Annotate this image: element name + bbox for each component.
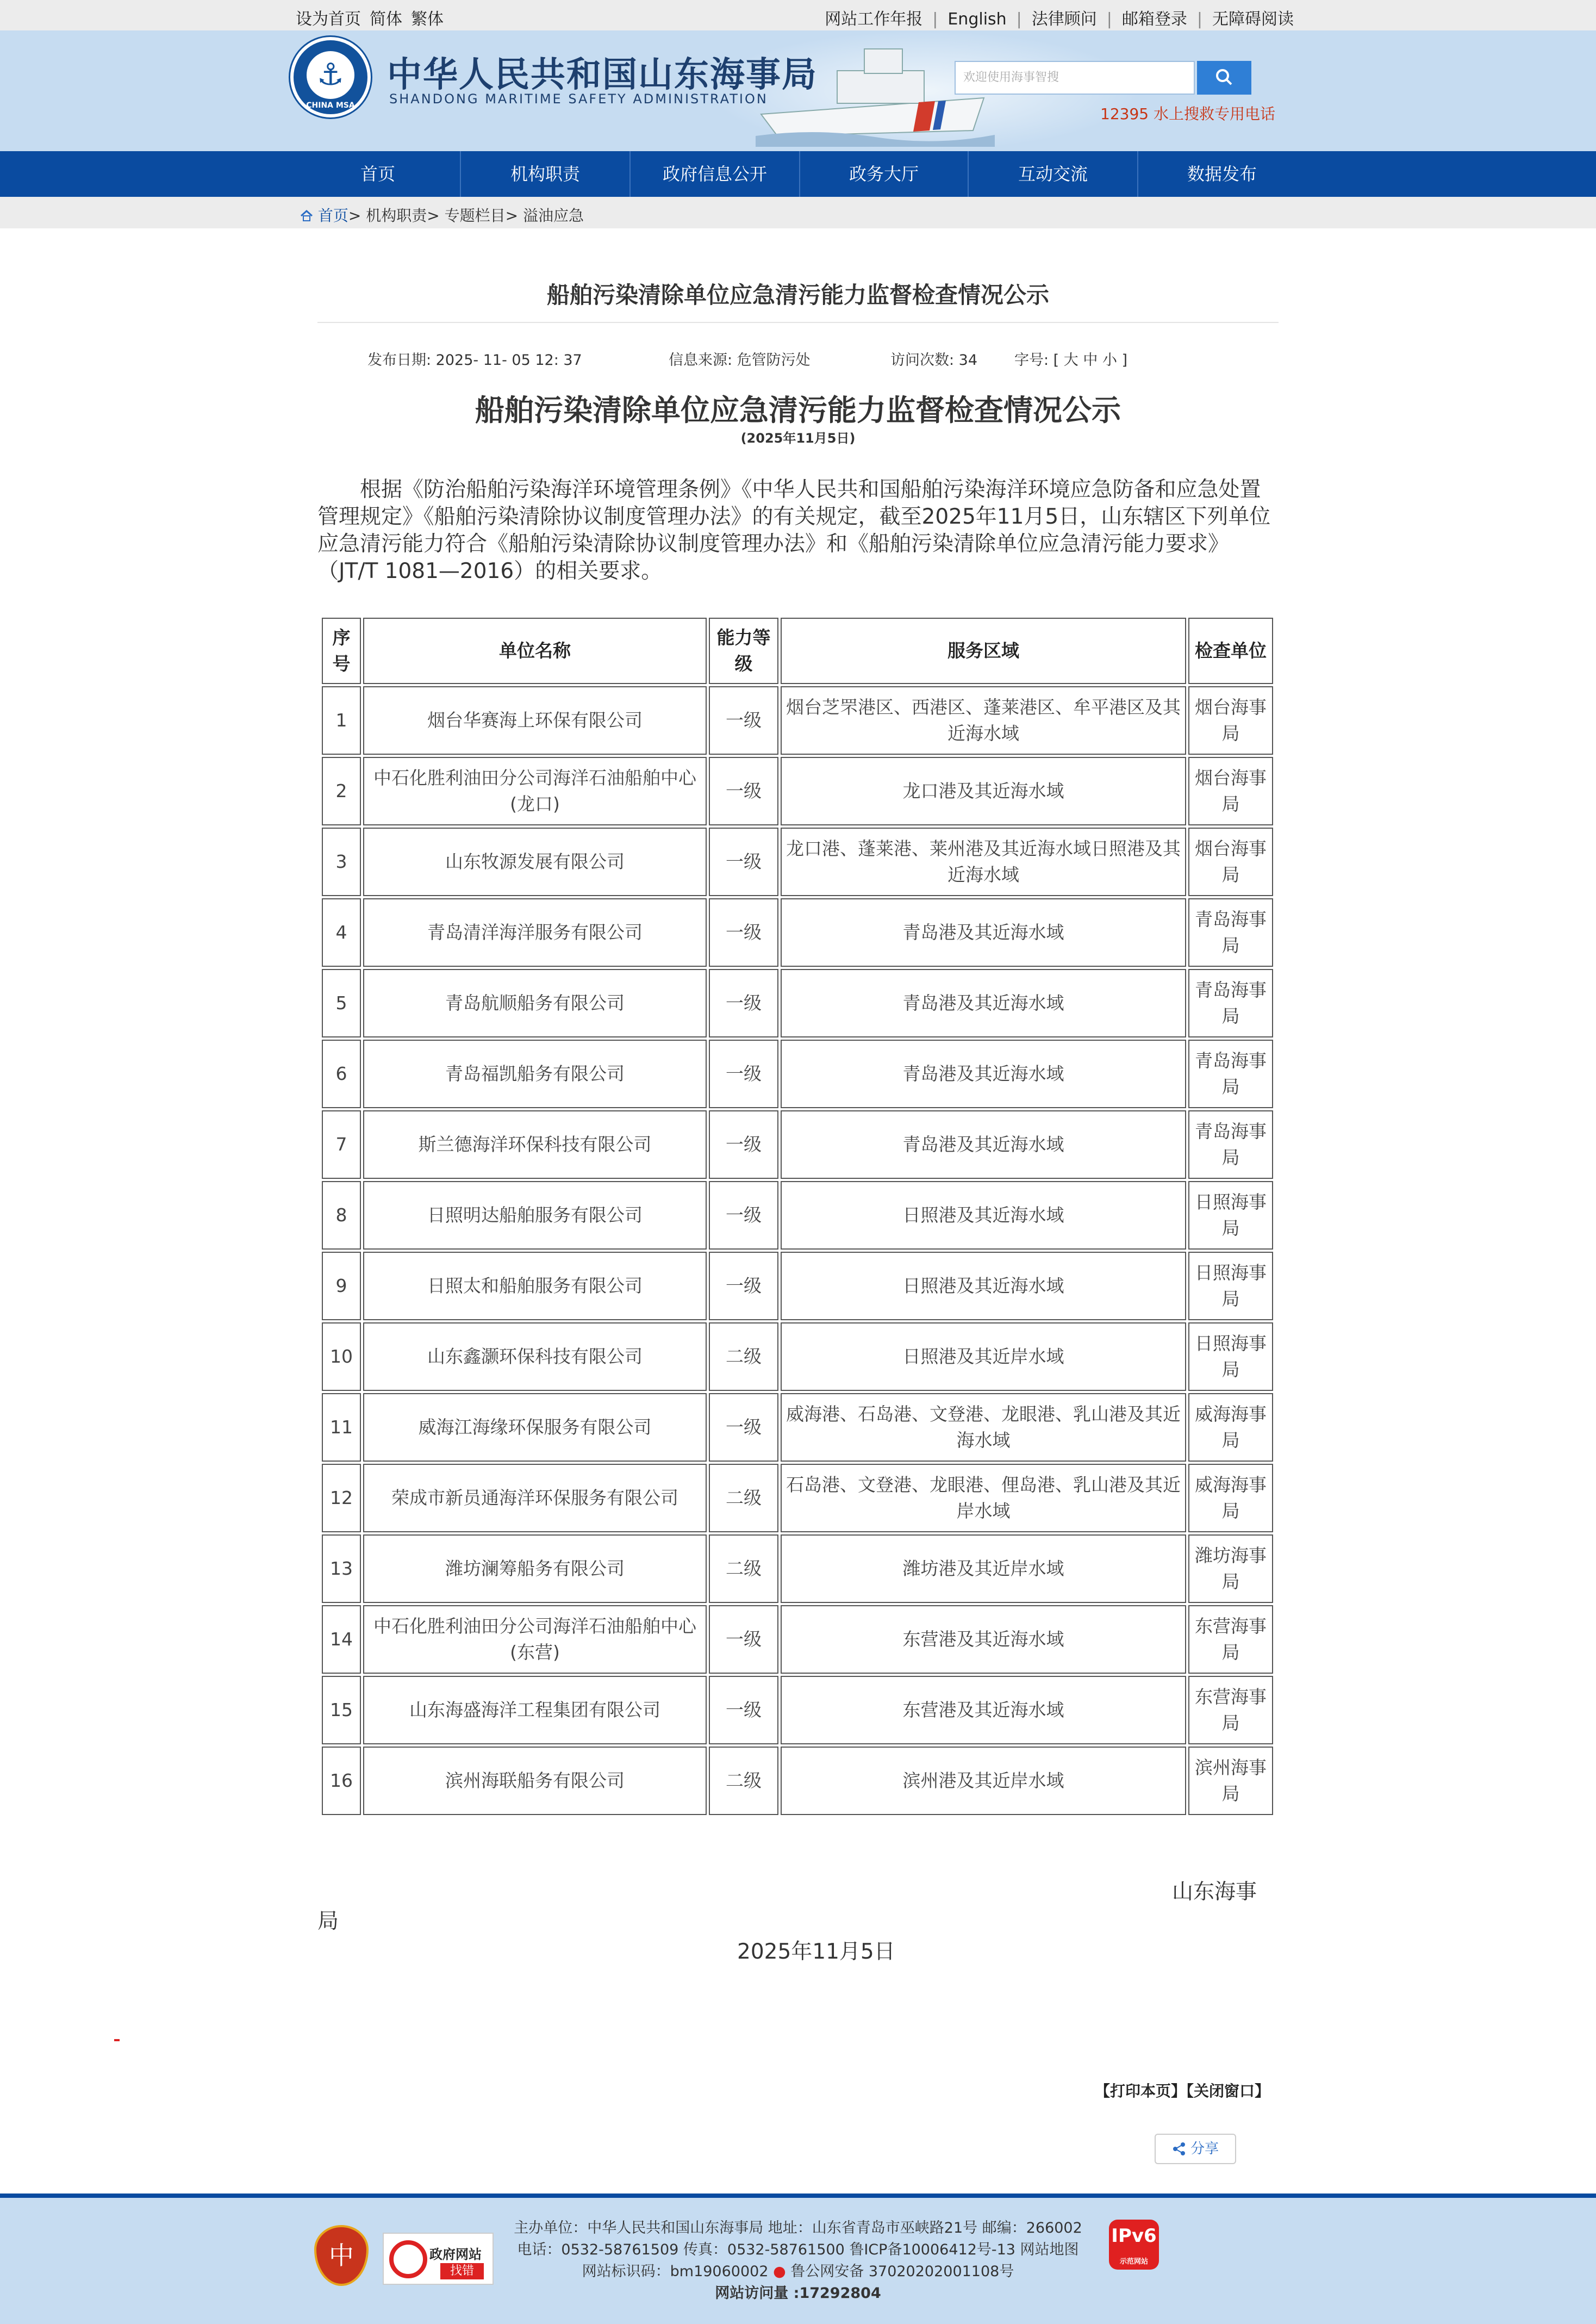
cell-area: 烟台芝罘港区、西港区、蓬莱港区、牟平港区及其近海水域 [781,686,1186,755]
rescue-hotline: 12395 水上搜救专用电话 [1100,105,1275,123]
cell-level: 一级 [709,1393,778,1462]
cell-area: 东营港及其近海水域 [781,1676,1186,1744]
breadcrumb-home[interactable]: 首页 [317,207,348,225]
table-row [322,1534,1273,1603]
cell-level: 一级 [709,1676,778,1744]
cell-area: 滨州港及其近岸水域 [781,1747,1186,1815]
share-icon [1172,2142,1186,2156]
separator: | [1106,10,1112,29]
signature-date: 2025年11月5日 [737,1940,895,1964]
cell-inspector: 烟台海事局 [1188,686,1273,755]
cell-area: 青岛港及其近海水域 [781,1110,1186,1179]
font-size-control[interactable]: 字号: [ 大 中 小 ] [1014,352,1128,369]
simplified-link[interactable]: 简体 [370,10,402,29]
footer-sponsor: 主办单位：中华人民共和国山东海事局 地址：山东省青岛市巫峡路21号 邮编：266002 [514,2220,1082,2236]
cell-no: 7 [322,1110,361,1179]
cell-area: 日照港及其近海水域 [781,1181,1186,1250]
content-date: (2025年11月5日) [740,431,856,446]
cell-inspector: 日照海事局 [1188,1252,1273,1320]
share-button[interactable] [1155,2134,1236,2164]
close-window-link[interactable]: 【关闭窗口】 [1186,2082,1270,2100]
search-button[interactable] [1197,61,1251,95]
site-title-cn: 中华人民共和国山东海事局 [387,55,818,95]
cell-unit: 山东鑫灏环保科技有限公司 [363,1322,707,1391]
table-row [322,1322,1273,1391]
cell-unit: 青岛航顺船务有限公司 [363,969,707,1037]
ipv6-badge-icon[interactable] [1109,2220,1159,2270]
cell-unit: 滨州海联船务有限公司 [363,1747,707,1815]
cell-unit: 青岛福凯船务有限公司 [363,1040,707,1108]
nav-service-hall[interactable]: 政务大厅 [849,164,919,184]
breadcrumb [0,197,1596,228]
ipv6-label: IPv6 [1111,2225,1157,2247]
magnifier-icon [389,2240,427,2278]
accessibility-link[interactable]: 无障碍阅读 [1212,10,1294,29]
cell-area: 潍坊港及其近岸水域 [781,1534,1186,1603]
logo-badge-text: CHINA MSA [306,101,355,110]
cell-inspector: 东营海事局 [1188,1605,1273,1674]
cleanup-units-table [320,616,1275,1817]
cell-area: 日照港及其近海水域 [781,1252,1186,1320]
cell-inspector: 东营海事局 [1188,1676,1273,1744]
gov-site-error-report[interactable] [383,2233,494,2285]
cell-no: 9 [322,1252,361,1320]
cell-no: 8 [322,1181,361,1250]
separator: | [1196,10,1202,29]
table-row [322,1605,1273,1674]
red-mark [114,2039,120,2041]
cell-inspector: 青岛海事局 [1188,969,1273,1037]
cell-area: 青岛港及其近海水域 [781,898,1186,967]
cell-area: 青岛港及其近海水域 [781,969,1186,1037]
cell-area: 石岛港、文登港、龙眼港、俚岛港、乳山港及其近岸水域 [781,1464,1186,1532]
cell-level: 一级 [709,1252,778,1320]
top-links-left [296,5,452,29]
cell-level: 一级 [709,1040,778,1108]
main-nav [0,151,1596,197]
table-row [322,828,1273,896]
cell-level: 一级 [709,969,778,1037]
cell-inspector: 威海海事局 [1188,1464,1273,1532]
page-actions [1095,2079,1270,2101]
cell-unit: 中石化胜利油田分公司海洋石油船舶中心(东营) [363,1605,707,1674]
cell-inspector: 威海海事局 [1188,1393,1273,1462]
cell-unit: 中石化胜利油田分公司海洋石油船舶中心(龙口) [363,757,707,825]
share-label: 分享 [1190,2141,1219,2157]
content-title: 船舶污染清除单位应急清污能力监督检查情况公示 [475,393,1121,427]
cell-level: 一级 [709,1181,778,1250]
cell-no: 4 [322,898,361,967]
cell-no: 12 [322,1464,361,1532]
cell-no: 10 [322,1322,361,1391]
signature-line2: 局 [317,1909,339,1934]
email-login-link[interactable]: 邮箱登录 [1121,10,1187,29]
col-header-level: 能力等级 [709,618,778,684]
table-row [322,757,1273,825]
cell-inspector: 潍坊海事局 [1188,1534,1273,1603]
cell-no: 3 [322,828,361,896]
cell-area: 东营港及其近海水域 [781,1605,1186,1674]
msa-logo-icon[interactable] [290,37,371,117]
search-icon [1213,66,1235,88]
table-header-row [322,618,1273,684]
top-bar [0,0,1596,30]
table-row [322,898,1273,967]
separator: | [1016,10,1022,29]
cell-level: 一级 [709,898,778,967]
top-links-right [825,5,1294,29]
publish-date: 发布日期: 2025- 11- 05 12: 37 [367,352,582,369]
cell-level: 二级 [709,1322,778,1391]
english-link[interactable]: English [947,10,1007,29]
cell-area: 青岛港及其近海水域 [781,1040,1186,1108]
site-id: 网站标识码：bm19060002 [582,2263,769,2280]
col-header-unit: 单位名称 [363,618,707,684]
nav-data-release[interactable]: 数据发布 [1187,164,1257,184]
separator: | [932,10,938,29]
cell-inspector: 烟台海事局 [1188,757,1273,825]
nav-gov-info[interactable]: 政府信息公开 [662,164,767,184]
signature-line1: 山东海事 [1172,1880,1257,1904]
cell-no: 11 [322,1393,361,1462]
table-row [322,1181,1273,1250]
table-row [322,1110,1273,1179]
cell-unit: 斯兰德海洋环保科技有限公司 [363,1110,707,1179]
cell-no: 6 [322,1040,361,1108]
cell-no: 5 [322,969,361,1037]
nav-interaction[interactable]: 互动交流 [1018,164,1088,184]
cell-inspector: 日照海事局 [1188,1322,1273,1391]
table-row [322,1747,1273,1815]
cell-level: 一级 [709,828,778,896]
cell-unit: 青岛清洋海洋服务有限公司 [363,898,707,967]
col-header-area: 服务区域 [781,618,1186,684]
error-report-title: 政府网站 [429,2247,482,2262]
footer-divider [0,2193,1596,2198]
cell-inspector: 青岛海事局 [1188,898,1273,967]
cell-unit: 日照明达船舶服务有限公司 [363,1181,707,1250]
cell-level: 一级 [709,686,778,755]
cell-no: 2 [322,757,361,825]
cell-unit: 威海江海缘环保服务有限公司 [363,1393,707,1462]
table-row [322,1040,1273,1108]
table-row [322,969,1273,1037]
cell-inspector: 烟台海事局 [1188,828,1273,896]
title-divider [317,322,1279,323]
nav-institution[interactable]: 机构职责 [510,164,580,184]
cell-no: 14 [322,1605,361,1674]
cell-unit: 潍坊澜筹船务有限公司 [363,1534,707,1603]
home-icon [300,210,313,222]
cell-unit: 山东海盛海洋工程集团有限公司 [363,1676,707,1744]
cell-unit: 山东牧源发展有限公司 [363,828,707,896]
cell-level: 二级 [709,1464,778,1532]
site-footer [0,2198,1596,2324]
ipv6-sub: 示范网站 [1119,2258,1148,2266]
article-title: 船舶污染清除单位应急清污能力监督检查情况公示 [546,282,1049,308]
nav-home[interactable]: 首页 [360,164,395,184]
cell-inspector: 滨州海事局 [1188,1747,1273,1815]
content-paragraph: 根据《防治船舶污染海洋环境管理条例》《中华人民共和国船舶污染海洋环境应急防备和应急处置管理规定》《船舶污染清除协议制度管理办法》的有关规定，截至2025年11月5日，山东辖区下列单位应急清污能力符合《船舶污染清除协议制度管理办法》和《船舶污染清除单位应急清污能力要求》（JT/T 1081—2016）的相关要求。 [317,477,1271,583]
table-row [322,1252,1273,1320]
table-row [322,1393,1273,1462]
col-header-no: 序号 [322,618,361,684]
visit-count: 访问次数: 34 [890,352,978,369]
annual-report-link[interactable]: 网站工作年报 [825,10,923,29]
cell-level: 一级 [709,757,778,825]
col-header-inspector: 检查单位 [1188,618,1273,684]
cell-area: 龙口港及其近海水域 [781,757,1186,825]
print-page-link[interactable]: 【打印本页】 [1095,2082,1187,2100]
cell-no: 15 [322,1676,361,1744]
cell-level: 一级 [709,1605,778,1674]
traditional-link[interactable]: 繁体 [411,10,444,29]
cell-level: 二级 [709,1534,778,1603]
public-security-record[interactable]: 鲁公网安备 37020202001108号 [790,2263,1014,2280]
cell-no: 16 [322,1747,361,1815]
cell-area: 威海港、石岛港、文登港、龙眼港、乳山港及其近海水域 [781,1393,1186,1462]
footer-contact[interactable]: 电话：0532-58761509 传真：0532-58761500 鲁ICP备10006412号-13 网站地图 [517,2241,1079,2258]
cell-unit: 荣成市新员通海洋环保服务有限公司 [363,1464,707,1532]
cell-inspector: 青岛海事局 [1188,1040,1273,1108]
set-homepage-link[interactable]: 设为首页 [296,10,361,29]
police-badge-icon: ● [773,2263,786,2280]
cell-area: 日照港及其近岸水域 [781,1322,1186,1391]
info-source: 信息来源: 危管防污处 [669,352,811,369]
site-title-en: SHANDONG MARITIME SAFETY ADMINISTRATION [389,91,768,107]
cell-no: 1 [322,686,361,755]
cell-unit: 烟台华赛海上环保有限公司 [363,686,707,755]
cell-level: 二级 [709,1747,778,1815]
search-input[interactable]: 欢迎使用海事智搜 [955,61,1195,95]
cell-unit: 日照太和船舶服务有限公司 [363,1252,707,1320]
cell-area: 龙口港、蓬莱港、莱州港及其近海水域日照港及其近海水域 [781,828,1186,896]
error-report-label: 找错 [440,2263,484,2279]
cell-inspector: 青岛海事局 [1188,1110,1273,1179]
cell-inspector: 日照海事局 [1188,1181,1273,1250]
table-row [322,686,1273,755]
cell-no: 13 [322,1534,361,1603]
table-row [322,1464,1273,1532]
party-gov-badge-icon[interactable]: 中 [314,2225,369,2286]
footer-ids [0,2261,1596,2283]
visit-counter: 网站访问量 :17292804 [715,2285,881,2302]
anchor-icon: ⚓ [307,51,354,99]
table-row [322,1676,1273,1744]
breadcrumb-path[interactable]: > 机构职责> 专题栏目> 溢油应急 [348,207,584,225]
legal-advisor-link[interactable]: 法律顾问 [1031,10,1097,29]
cell-level: 一级 [709,1110,778,1179]
